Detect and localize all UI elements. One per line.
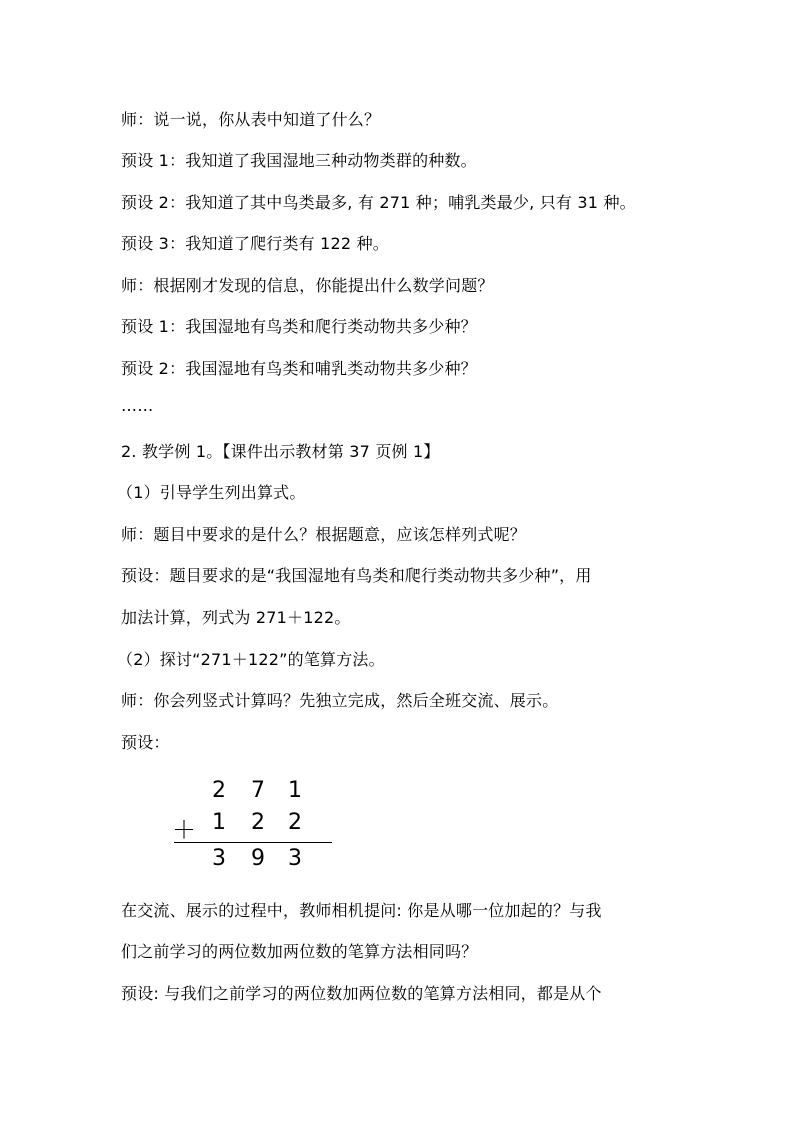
ellipsis-line: …… bbox=[121, 396, 154, 415]
text-line: 师：你会列竖式计算吗？先独立完成，然后全班交流、展示。 bbox=[121, 691, 559, 710]
plus-sign: ＋ bbox=[172, 816, 196, 844]
text-line: （2）探讨“271＋122”的笔算方法。 bbox=[117, 650, 385, 669]
digit: 9 bbox=[251, 846, 265, 871]
calc-row-addend-1 bbox=[170, 778, 335, 808]
text-line: 师：题目中要求的是什么？根据题意，应该怎样列式呢？ bbox=[121, 525, 527, 544]
text-line: 加法计算，列式为 271＋122。 bbox=[121, 608, 351, 627]
text-line: 在交流、展示的过程中，教师相机提问: 你是从哪一位加起的？与我 bbox=[121, 901, 602, 920]
calc-row-result bbox=[170, 846, 335, 876]
text-line: 预设： bbox=[121, 733, 170, 752]
text-line: 预设：题目要求的是“我国湿地有鸟类和爬行类动物共多少种”，用 bbox=[121, 566, 592, 585]
digit: 2 bbox=[251, 810, 265, 835]
text-line: 预设 1：我国湿地有鸟类和爬行类动物共多少种？ bbox=[121, 317, 477, 336]
section-heading: 2. 教学例 1。【课件出示教材第 37 页例 1】 bbox=[121, 442, 440, 461]
text-line: 预设 2：我知道了其中鸟类最多, 有 271 种；哺乳类最少, 只有 31 种。 bbox=[121, 193, 636, 212]
digit: 2 bbox=[288, 810, 302, 835]
text-line: 预设 1：我知道了我国湿地三种动物类群的种数。 bbox=[121, 151, 477, 170]
text-line: 预设: 与我们之前学习的两位数加两位数的笔算方法相同，都是从个 bbox=[121, 984, 602, 1003]
digit: 3 bbox=[212, 846, 226, 871]
digit: 3 bbox=[288, 846, 302, 871]
text-line: 预设 2：我国湿地有鸟类和哺乳类动物共多少种？ bbox=[121, 359, 477, 378]
text-line: 师：根据刚才发现的信息，你能提出什么数学问题？ bbox=[121, 276, 494, 295]
digit: 7 bbox=[251, 778, 265, 803]
text-line: 们之前学习的两位数加两位数的笔算方法相同吗？ bbox=[121, 942, 478, 961]
text-line: 预设 3：我知道了爬行类有 122 种。 bbox=[121, 234, 389, 253]
vertical-addition bbox=[170, 774, 335, 874]
text-line: 师：说一说，你从表中知道了什么？ bbox=[121, 110, 381, 129]
digit: 2 bbox=[212, 778, 226, 803]
calc-row-addend-2 bbox=[170, 810, 335, 844]
digit: 1 bbox=[288, 778, 302, 803]
text-line: （1）引导学生列出算式。 bbox=[117, 483, 306, 502]
sum-line bbox=[174, 842, 332, 843]
digit: 1 bbox=[212, 810, 226, 835]
